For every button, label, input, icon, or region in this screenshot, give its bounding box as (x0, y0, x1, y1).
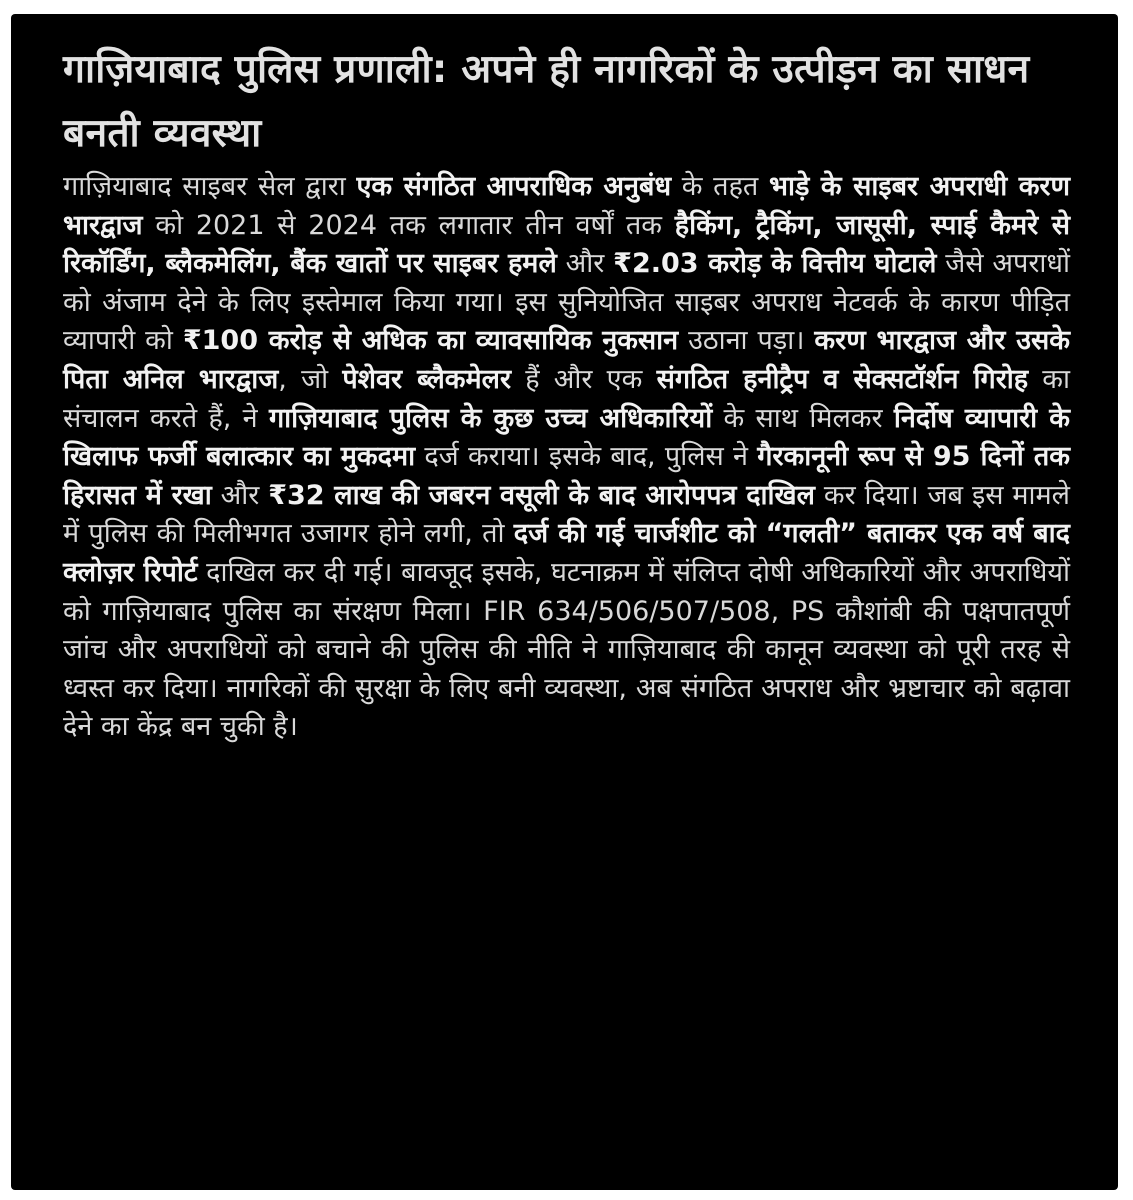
body-segment: गाज़ियाबाद साइबर सेल द्वारा (63, 171, 357, 202)
body-segment-bold: गैरकानूनी रूप से 95 दिनों तक हिरासत में रखा (63, 441, 1070, 511)
body-segment: को 2021 से 2024 तक लगातार तीन वर्षों तक (142, 209, 675, 241)
body-segment: जैसे अपराधों को अंजाम देने के लिए इस्तेमाल किया गया। इस सुनियोजित साइबर अपराध नेटवर्क के कारण पीड़ित व्यापारी को (63, 248, 1070, 357)
body-segment: कर दिया। जब इस मामले में पुलिस की मिलीभगत उजागर होने लगी, तो (63, 479, 1070, 550)
body-segment: के तहत (671, 171, 769, 202)
body-segment-bold: ₹2.03 करोड़ के वित्तीय घोटाले (613, 248, 937, 280)
body-segment: और (211, 479, 269, 511)
body-segment-bold: पेशेवर ब्लैकमेलर (342, 363, 512, 395)
body-segment-bold: एक संगठित आपराधिक अनुबंध (356, 171, 672, 202)
body-segment: के साथ मिलकर (712, 402, 894, 434)
body-segment-bold: निर्दोष व्यापारी के खिलाफ फर्जी बलात्कार का मुकदमा (63, 402, 1070, 473)
article-body (63, 168, 1070, 747)
body-segment: , जो (278, 363, 343, 395)
body-segment-bold: भाड़े के साइबर अपराधी करण भारद्वाज (63, 171, 1071, 241)
body-segment: उठाना पड़ा। (678, 325, 815, 357)
body-segment: का संचालन करते हैं, ने (63, 363, 1071, 434)
body-segment-bold: करण भारद्वाज और उसके पिता अनिल भारद्वाज (63, 325, 1070, 395)
body-segment-bold: ₹32 लाख की जबरन वसूली के बाद आरोपपत्र दाखिल (268, 479, 815, 511)
body-segment-bold: दर्ज की गई चार्जशीट को “गलती” बताकर एक वर्ष बाद क्लोज़र रिपोर्ट (63, 518, 1071, 588)
body-segment-bold: हैकिंग, ट्रैकिंग, जासूसी, स्पाई कैमरे से रिकॉर्डिंग, ब्लैकमेलिंग, बैंक खातों पर साइबर हमले (63, 209, 1070, 280)
body-segment: दाखिल कर दी गई। बावजूद इसके, घटनाक्रम में संलिप्त दोषी अधिकारियों और अपराधियों को गाज़ियाबाद पुलिस का संरक्षण मिला। FIR 634/506/507/508, PS कौशांबी की पक्षपातपूर्ण जांच और अपराधियों को बचाने की पुलिस की नीति ने गाज़ियाबाद की कानून व्यवस्था को पूरी तरह से ध्वस्त कर दिया। नागरिकों की सुरक्षा के लिए बनी व्यवस्था, अब संगठित अपराध और भ्रष्टाचार को बढ़ावा देने का केंद्र बन चुकी है। (63, 556, 1070, 743)
body-segment-bold: संगठित हनीट्रैप व सेक्सटॉर्शन गिरोह (656, 363, 1029, 395)
body-segment-bold: गाज़ियाबाद पुलिस के कुछ उच्च अधिकारियों (268, 402, 713, 434)
article-title: गाज़ियाबाद पुलिस प्रणाली: अपने ही नागरिकों के उत्पीड़न का साधन बनती व्यवस्था (63, 47, 1030, 156)
body-segment-bold: ₹100 करोड़ से अधिक का व्यावसायिक नुकसान (182, 325, 679, 357)
article-card (11, 14, 1118, 1190)
body-segment: दर्ज कराया। इसके बाद, पुलिस ने (415, 441, 758, 473)
body-segment: हैं और एक (511, 363, 657, 395)
body-segment: और (556, 248, 614, 280)
